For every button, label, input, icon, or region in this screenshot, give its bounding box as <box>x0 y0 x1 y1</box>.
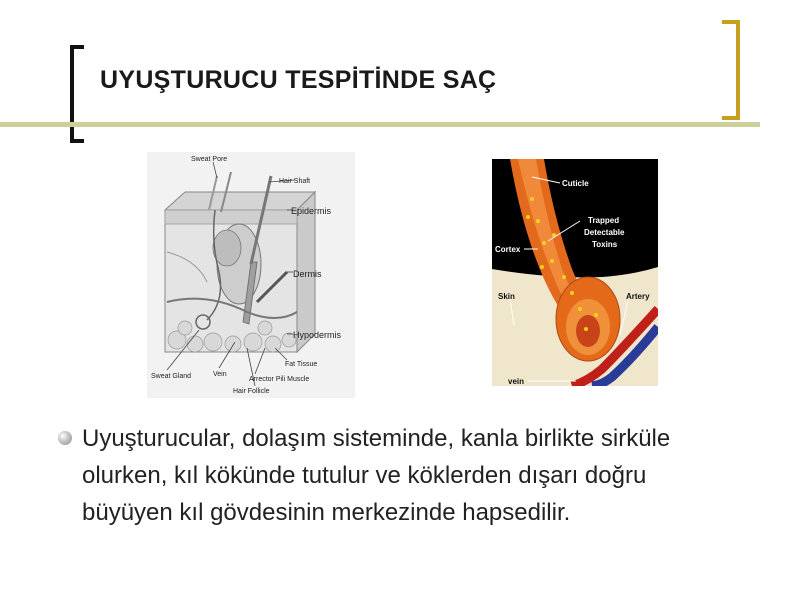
label-fat-tissue: Fat Tissue <box>285 361 318 368</box>
left-bracket-decoration <box>70 45 84 143</box>
label-arrector-pili-muscle: Arrector Pili Muscle <box>249 376 310 383</box>
label-toxins: Toxins <box>592 240 618 249</box>
right-bracket-decoration <box>722 20 740 120</box>
skin-diagram-image <box>147 152 355 398</box>
label-sweat-pore: Sweat Pore <box>191 156 228 163</box>
label-vein-hair: vein <box>508 377 525 386</box>
label-artery: Artery <box>626 292 650 301</box>
label-vein: Vein <box>213 371 227 378</box>
label-cuticle: Cuticle <box>562 179 589 188</box>
label-dermis: Dermis <box>293 269 322 279</box>
bullet-text: Uyuşturucular, dolaşım sisteminde, kanla birlikte sirküle olurken, kıl kökünde tutulur ve köklerden dışarı doğru büyüyen kıl gövdesinin merkezinde hapsedilir. <box>82 425 671 526</box>
title-rule <box>0 122 760 127</box>
label-cortex: Cortex <box>495 245 521 254</box>
hair-toxin-diagram-image <box>492 159 658 386</box>
label-hypodermis: Hypodermis <box>293 330 342 340</box>
label-skin: Skin <box>498 292 515 301</box>
label-sweat-gland: Sweat Gland <box>151 373 192 380</box>
label-epidermis: Epidermis <box>291 206 332 216</box>
slide-title: UYUŞTURUCU TESPİTİNDE SAÇ <box>100 66 497 94</box>
bullet-dot <box>58 431 72 445</box>
label-trapped: Trapped <box>588 216 620 225</box>
label-detectable: Detectable <box>584 228 625 237</box>
label-hair-follicle: Hair Follicle <box>233 388 270 395</box>
label-hair-shaft: Hair Shaft <box>279 178 311 185</box>
